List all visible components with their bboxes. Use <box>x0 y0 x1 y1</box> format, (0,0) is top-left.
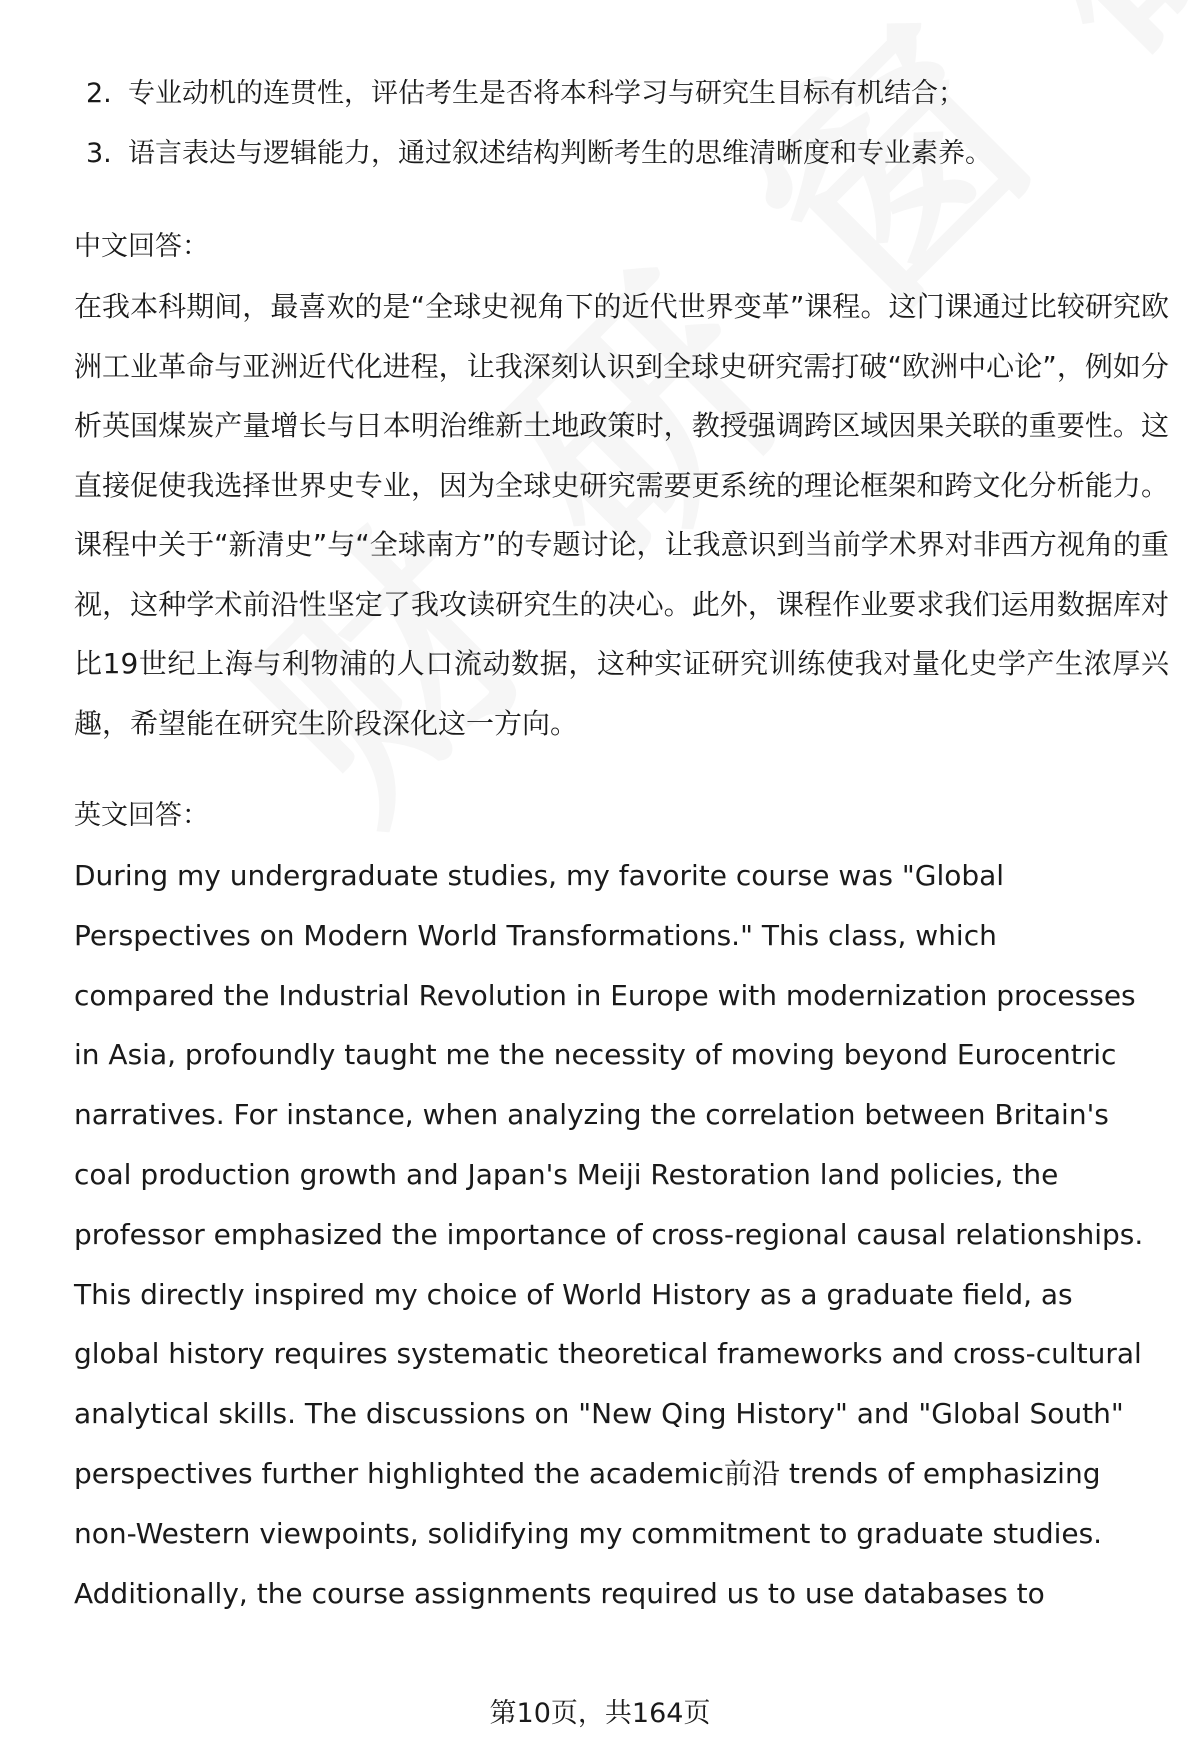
criteria-list <box>74 64 1169 184</box>
list-text: 语言表达与逻辑能力，通过叙述结构判断考生的思维清晰度和专业素养。 <box>128 138 992 169</box>
english-answer-line: non-Western viewpoints, solidifying my commitment to graduate studies. <box>74 1516 1103 1550</box>
page-number-footer: 第10页，共164页 <box>489 1698 711 1729</box>
chinese-answer-heading: 中文回答： <box>74 231 209 262</box>
english-answer-line: During my undergraduate studies, my favorite course was "Global <box>74 859 1005 892</box>
list-text: 专业动机的连贯性，评估考生是否将本科学习与研究生目标有机结合； <box>128 78 965 109</box>
english-answer-line: analytical skills. The discussions on "New Qing History" and "Global South" <box>74 1397 1124 1431</box>
list-item <box>86 64 1169 124</box>
english-answer-line: coal production growth and Japan's Meiji Restoration land policies, the <box>74 1157 1059 1191</box>
page-content <box>74 64 1169 1623</box>
english-answer-line: Perspectives on Modern World Transformations." This class, which <box>74 918 997 952</box>
list-item <box>86 124 1169 184</box>
english-answer-line: global history requires systematic theoretical frameworks and cross-cultural <box>74 1337 1142 1371</box>
english-answer-heading: 英文回答： <box>74 800 209 831</box>
english-answer-line: perspectives further highlighted the academic前沿 trends of emphasizing <box>74 1456 1101 1490</box>
english-answer-line: compared the Industrial Revolution in Europe with modernization processes <box>74 978 1136 1012</box>
english-answer-line: narratives. For instance, when analyzing the correlation between Britain's <box>74 1098 1109 1132</box>
chinese-answer-paragraph: 在我本科期间，最喜欢的是“全球史视角下的近代世界变革”课程。这门课通过比较研究欧洲工业革命与亚洲近代化进程，让我深刻认识到全球史研究需打破“欧洲中心论”，例如分析英国煤炭产量增长与日本明治维新土地政策时，教授强调跨区域因果关联的重要性。这直接促使我选择世界史专业，因为全球史研究需要更系统的理论框架和跨文化分析能力。课程中关于“新清史”与“全球南方”的专题讨论，让我意识到当前学术界对非西方视角的重视，这种学术前沿性坚定了我攻读研究生的决心。此外，课程作业要求我们运用数据库对比19世纪上海与利物浦的人口流动数据，这种实证研究训练使我对量化史学产生浓厚兴趣，希望能在研究生阶段深化这一方向。 <box>74 290 1169 740</box>
list-number: 2. <box>86 78 112 109</box>
list-number: 3. <box>86 138 112 169</box>
english-answer-paragraph <box>74 846 1169 1623</box>
english-answer-line: in Asia, profoundly taught me the necessity of moving beyond Eurocentric <box>74 1038 1117 1072</box>
english-answer-line: This directly inspired my choice of World History as a graduate field, as <box>74 1277 1073 1311</box>
english-answer-line: Additionally, the course assignments required us to use databases to <box>74 1576 1045 1610</box>
english-answer-line: professor emphasized the importance of cross-regional causal relationships. <box>74 1217 1144 1251</box>
